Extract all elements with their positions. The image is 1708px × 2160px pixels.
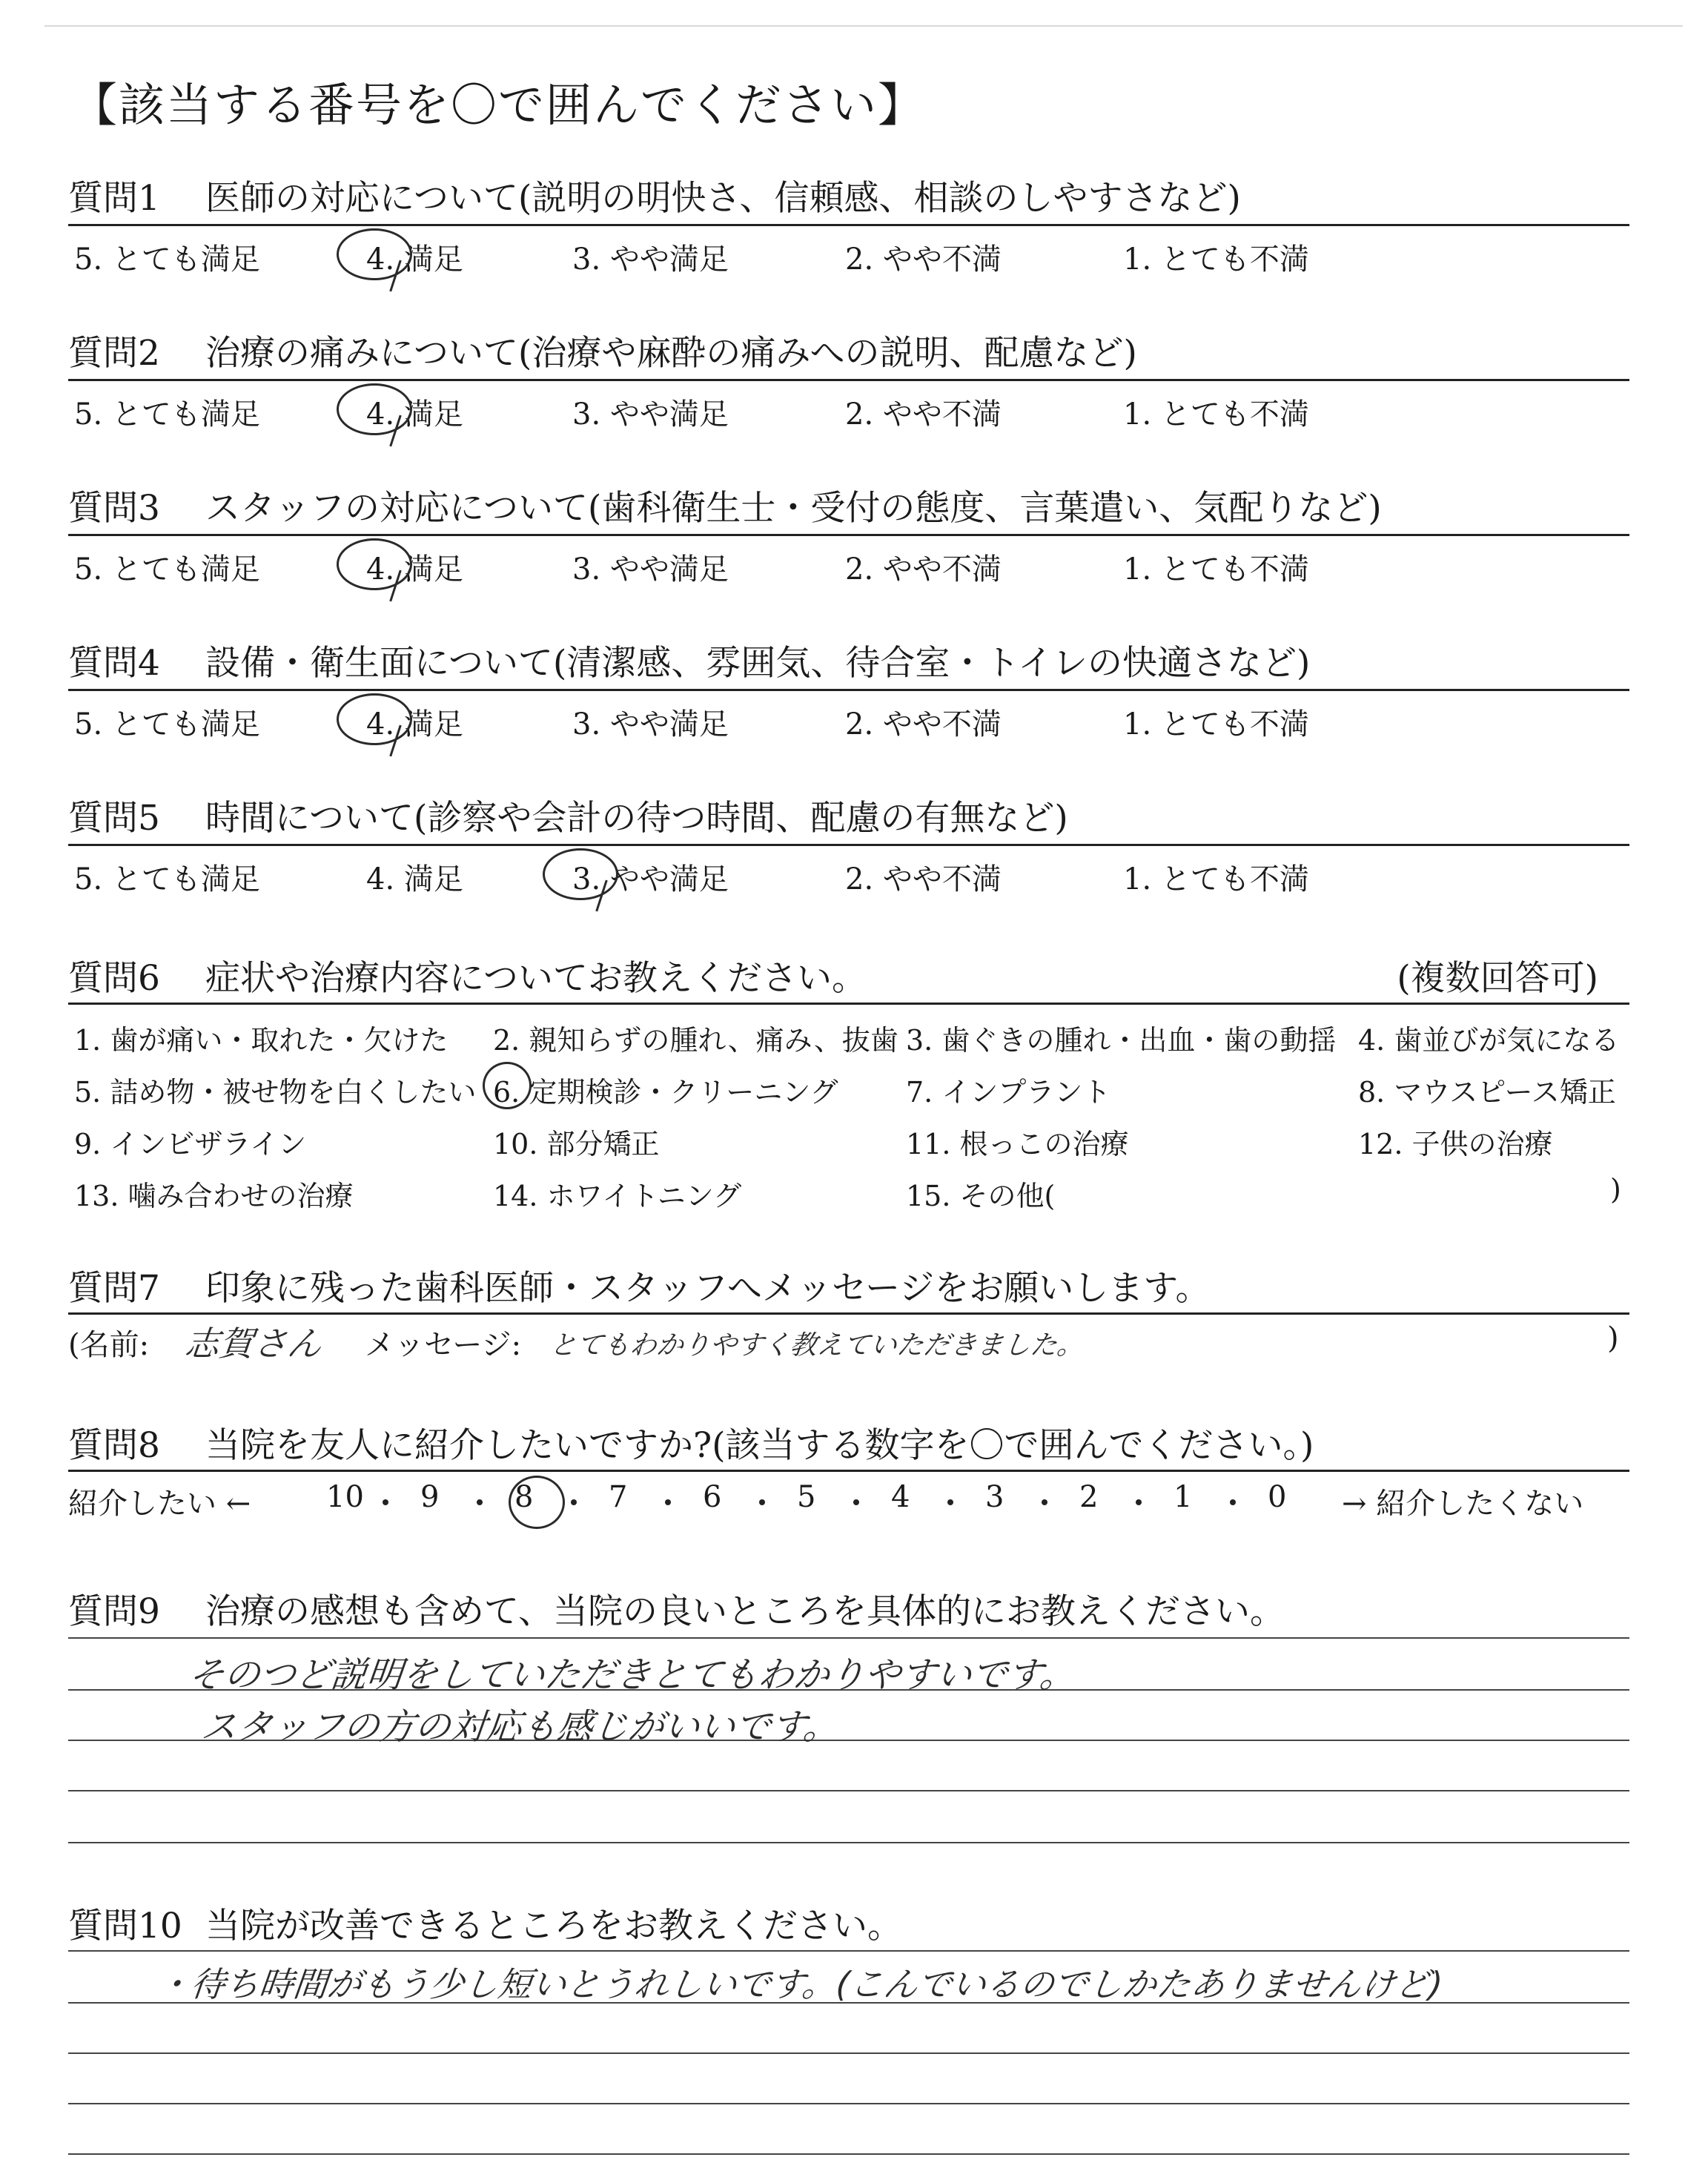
q2-option[interactable]: 1. とても不満 — [1123, 397, 1309, 432]
q8-separator-dot — [1230, 1499, 1236, 1505]
q7-message-label: メッセージ: — [365, 1328, 522, 1362]
q1-option[interactable]: 3. やや満足 — [572, 242, 729, 277]
q10-number: 質問10 — [68, 1906, 182, 1946]
q10-title — [68, 1898, 902, 1948]
q6-selection-circle — [483, 1062, 532, 1109]
q7-number: 質問7 — [68, 1268, 160, 1309]
q3-option[interactable]: 5. とても満足 — [74, 552, 260, 587]
q8-selection-circle — [509, 1476, 565, 1529]
q8-separator-dot — [571, 1499, 577, 1505]
q5-selection-circle — [543, 848, 618, 900]
q8-text: 当院を友人に紹介したいですか?(該当する数字を〇で囲んでください。) — [205, 1425, 1314, 1466]
q8-scale-value[interactable]: 5 — [797, 1480, 816, 1514]
q2-rule — [68, 379, 1629, 381]
q6-option[interactable]: 10. 部分矯正 — [493, 1128, 660, 1160]
q1-option[interactable]: 2. やや不満 — [845, 242, 1002, 277]
q9-text: 治療の感想も含めて、当院の良いところを具体的にお教えください。 — [205, 1591, 1285, 1632]
q5-option[interactable]: 5. とても満足 — [74, 862, 260, 896]
q8-separator-dot — [947, 1499, 953, 1505]
q1-text: 医師の対応について(説明の明快さ、信頼感、相談のしやすさなど) — [205, 178, 1241, 219]
q8-scale-value[interactable]: 1 — [1174, 1480, 1193, 1514]
q6-option[interactable]: 14. ホワイトニング — [493, 1180, 742, 1212]
q6-option[interactable]: 4. 歯並びが気になる — [1358, 1024, 1620, 1057]
q3-rule — [68, 534, 1629, 536]
q3-text: スタッフの対応について(歯科衛生士・受付の態度、言葉遣い、気配りなど) — [205, 488, 1382, 529]
q7-name-label: (名前: — [68, 1328, 150, 1362]
q8-right-label: → 紹介したくない — [1342, 1487, 1584, 1521]
q2-text: 治療の痛みについて(治療や麻酔の痛みへの説明、配慮など) — [205, 333, 1137, 374]
q8-title — [68, 1418, 1314, 1467]
q10-answer-line1: ・待ち時間がもう少し短いとうれしいです。(こんでいるのでしかたありませんけど) — [154, 1964, 1445, 2004]
q4-rule — [68, 689, 1629, 691]
q2-option[interactable]: 4. 満足 — [366, 397, 463, 432]
q6-number: 質問6 — [68, 958, 160, 999]
q3-title — [68, 480, 1382, 530]
q8-scale-value[interactable]: 2 — [1079, 1480, 1099, 1514]
q7-rule — [68, 1312, 1629, 1315]
q9-number: 質問9 — [68, 1591, 160, 1632]
q1-rule — [68, 224, 1629, 226]
q1-title — [68, 171, 1241, 220]
q4-option[interactable]: 4. 満足 — [366, 707, 463, 742]
q8-scale-value[interactable]: 10 — [326, 1480, 364, 1514]
q6-option[interactable]: 6. 定期検診・クリーニング — [493, 1076, 838, 1109]
q7-close-paren: ) — [1607, 1321, 1619, 1355]
q6-option[interactable]: 13. 噛み合わせの治療 — [74, 1180, 354, 1212]
q3-option[interactable]: 1. とても不満 — [1123, 552, 1309, 587]
q8-scale-value[interactable]: 9 — [420, 1480, 440, 1514]
q5-option[interactable]: 1. とても不満 — [1123, 862, 1309, 896]
q5-number: 質問5 — [68, 798, 160, 839]
q2-option[interactable]: 3. やや満足 — [572, 397, 729, 432]
q8-scale-value[interactable]: 6 — [703, 1480, 722, 1514]
q4-option[interactable]: 2. やや不満 — [845, 707, 1002, 742]
q2-selection-circle — [337, 383, 412, 435]
q1-selection-circle — [337, 228, 412, 280]
q3-number: 質問3 — [68, 488, 160, 529]
q6-option[interactable]: 3. 歯ぐきの腫れ・出血・歯の動揺 — [906, 1024, 1337, 1057]
q6-option[interactable]: 1. 歯が痛い・取れた・欠けた — [74, 1024, 448, 1057]
q8-rule — [68, 1470, 1629, 1472]
q4-text: 設備・衛生面について(清潔感、雰囲気、待合室・トイレの快適さなど) — [205, 643, 1311, 684]
q5-option[interactable]: 2. やや不満 — [845, 862, 1002, 896]
q9-answer-line2: スタッフの方の対応も感じがいいです。 — [199, 1706, 841, 1748]
q2-number: 質問2 — [68, 333, 160, 374]
q8-separator-dot — [477, 1499, 483, 1505]
q4-option[interactable]: 1. とても不満 — [1123, 707, 1309, 742]
q3-option[interactable]: 3. やや満足 — [572, 552, 729, 587]
q5-title — [68, 790, 1068, 840]
q7-message-value: とてもわかりやすく教えていただきました。 — [548, 1330, 1085, 1361]
q5-option[interactable]: 4. 満足 — [366, 862, 463, 896]
q7-text: 印象に残った歯科医師・スタッフへメッセージをお願いします。 — [205, 1268, 1211, 1309]
q6-option[interactable]: 8. マウスピース矯正 — [1358, 1076, 1616, 1109]
q4-title — [68, 635, 1310, 685]
q8-scale-value[interactable]: 8 — [514, 1480, 534, 1514]
q2-option[interactable]: 2. やや不満 — [845, 397, 1002, 432]
q6-option[interactable]: ) — [1610, 1173, 1621, 1206]
q8-left-label: 紹介したい ← — [68, 1487, 251, 1521]
q6-option[interactable]: 11. 根っこの治療 — [906, 1128, 1129, 1160]
q4-number: 質問4 — [68, 643, 160, 684]
q6-note: (複数回答可) — [1397, 958, 1598, 999]
q9-answer-line1: そのつど説明をしていただきとてもわかりやすいです。 — [186, 1654, 1078, 1696]
q1-number: 質問1 — [68, 178, 160, 219]
q5-option[interactable]: 3. やや満足 — [572, 862, 729, 896]
q6-text: 症状や治療内容についてお教えください。 — [205, 958, 867, 999]
q1-option[interactable]: 1. とても不満 — [1123, 242, 1309, 277]
q8-separator-dot — [1042, 1499, 1047, 1505]
q4-option[interactable]: 3. やや満足 — [572, 707, 729, 742]
q6-option[interactable]: 9. インビザライン — [74, 1128, 307, 1160]
q6-option[interactable]: 2. 親知らずの腫れ、痛み、抜歯 — [493, 1024, 898, 1057]
q8-scale-value[interactable]: 7 — [609, 1480, 628, 1514]
q2-title — [68, 326, 1137, 375]
q4-selection-circle — [337, 693, 412, 745]
q7-name-value: 志賀さん — [182, 1324, 324, 1364]
q6-title — [68, 951, 867, 1000]
q8-scale-value[interactable]: 3 — [985, 1480, 1004, 1514]
q10-text: 当院が改善できるところをお教えください。 — [205, 1906, 902, 1946]
q8-separator-dot — [853, 1499, 859, 1505]
q1-option[interactable]: 4. 満足 — [366, 242, 463, 277]
top-border — [44, 25, 1683, 27]
q6-option[interactable]: 7. インプラント — [906, 1076, 1111, 1109]
q6-option[interactable]: 15. その他( — [906, 1180, 1056, 1212]
q6-rule — [68, 1003, 1629, 1005]
q3-option[interactable]: 4. 満足 — [366, 552, 463, 587]
q7-title — [68, 1261, 1210, 1310]
q4-option[interactable]: 5. とても満足 — [74, 707, 260, 742]
q5-text: 時間について(診察や会計の待つ時間、配慮の有無など) — [205, 798, 1068, 839]
q3-option[interactable]: 2. やや不満 — [845, 552, 1002, 587]
q8-separator-dot — [383, 1499, 388, 1505]
q2-option[interactable]: 5. とても満足 — [74, 397, 260, 432]
q8-scale-value[interactable]: 0 — [1268, 1480, 1287, 1514]
q8-number: 質問8 — [68, 1425, 160, 1466]
page-title: 【該当する番号を〇で囲んでください】 — [71, 78, 926, 132]
q8-separator-dot — [665, 1499, 671, 1505]
q5-rule — [68, 844, 1629, 846]
q6-option[interactable]: 5. 詰め物・被せ物を白くしたい — [74, 1076, 477, 1109]
q3-selection-circle — [337, 538, 412, 590]
q9-title — [68, 1584, 1285, 1634]
q1-option[interactable]: 5. とても満足 — [74, 242, 260, 277]
q8-separator-dot — [1136, 1499, 1142, 1505]
q8-separator-dot — [759, 1499, 765, 1505]
q6-option[interactable]: 12. 子供の治療 — [1358, 1128, 1553, 1160]
q8-scale-value[interactable]: 4 — [891, 1480, 910, 1514]
